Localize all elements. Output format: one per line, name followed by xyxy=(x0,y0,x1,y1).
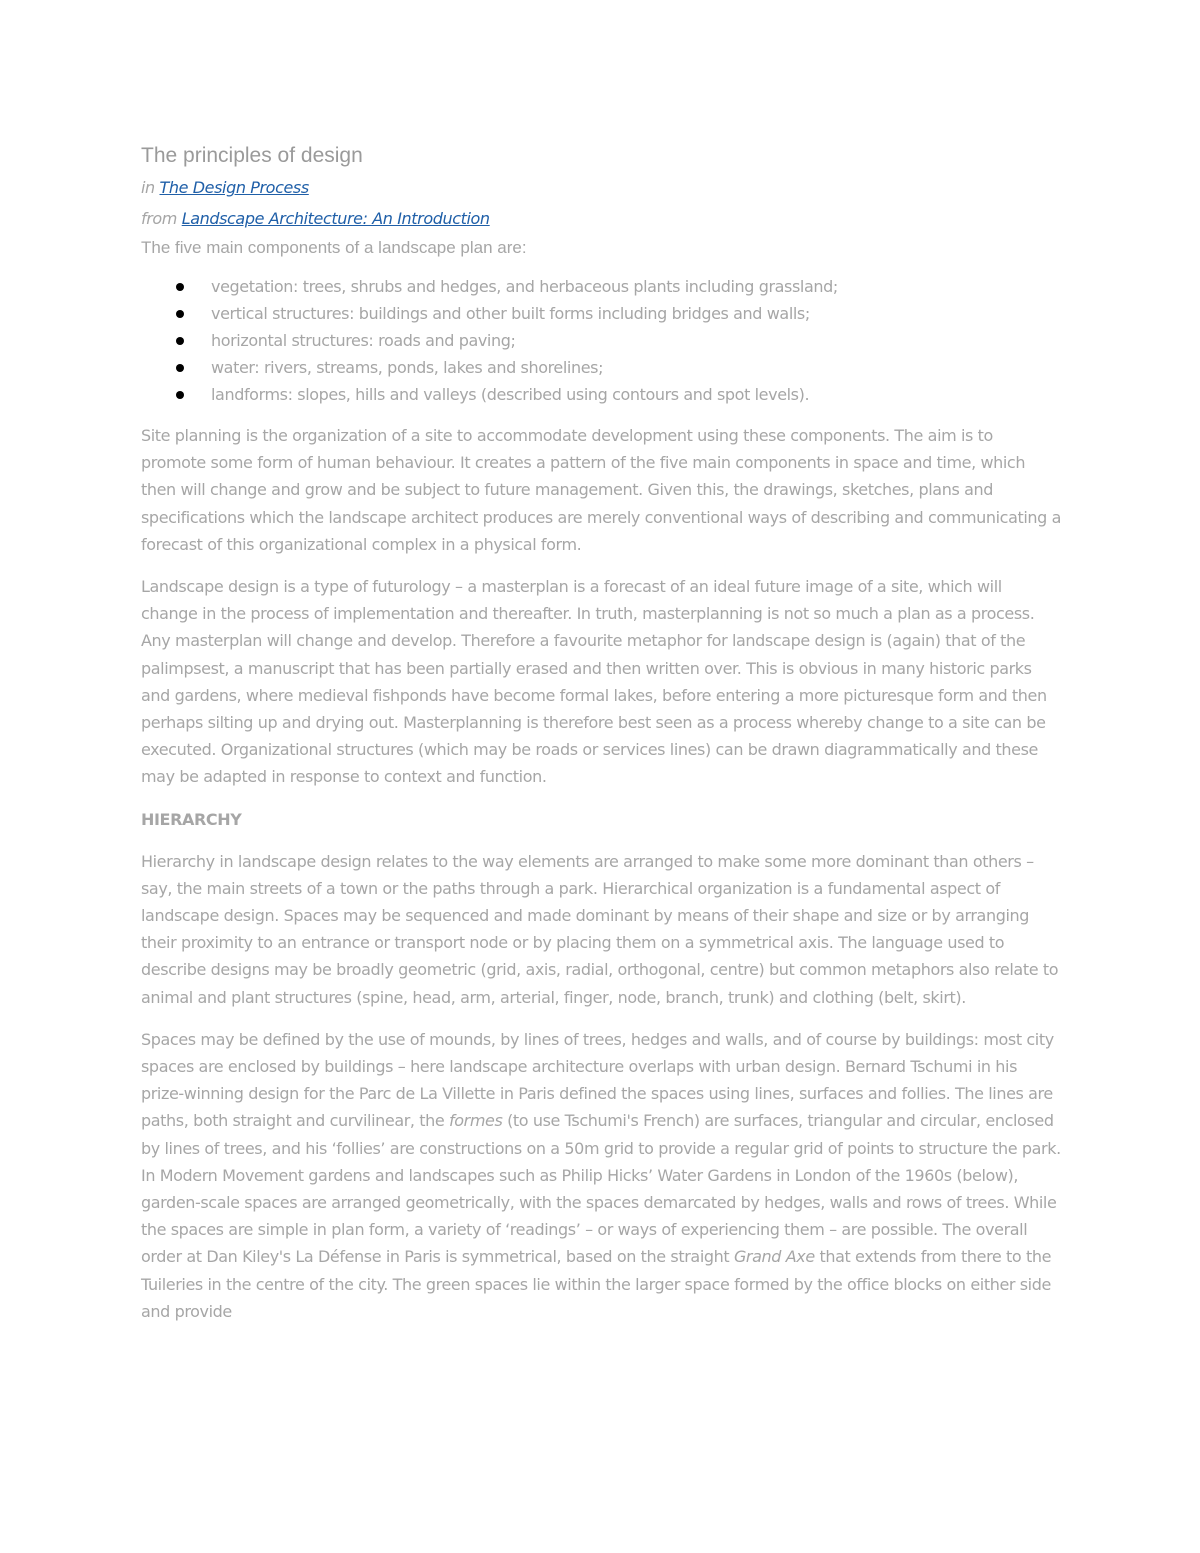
bullet-icon xyxy=(176,337,184,345)
list-item xyxy=(141,381,1061,408)
components-list xyxy=(141,273,1061,408)
in-prefix: in xyxy=(141,178,155,197)
bullet-icon xyxy=(176,391,184,399)
paragraph-spaces-text-1: Spaces may be defined by the use of mounds, by lines of trees, hedges and walls, and of course by buildings: most city spaces are enclosed by buildings – here landscape architecture overlaps with urban design. Bernard Tschumi in his prize-winning design for the Parc de La Villette in Paris defined the spaces using lines, surfaces and follies. The lines are paths, both straight and curvilinear, the xyxy=(141,1029,1054,1131)
list-item-text: landforms: slopes, hills and valleys (described using contours and spot levels). xyxy=(211,385,810,404)
paragraph-spaces-text-2: (to use Tschumi's French) are surfaces, triangular and circular, enclosed by lines of trees, and his ‘follies’ are constructions on a 50m grid to provide a regular grid of points to structure the park. In Modern Movement gardens and landscapes such as Philip Hicks’ Water Gardens in London of the 1960s (below), garden-scale spaces are arranged geometrically, with the spaces demarcated by hedges, walls and rows of trees. While the spaces are simple in plan form, a variety of ‘readings’ – or ways of experiencing them – are possible. The overall order at Dan Kiley's La Défense in Paris is symmetrical, based on the straight xyxy=(141,1111,1061,1267)
bullet-icon xyxy=(176,364,184,372)
book-line xyxy=(141,203,1061,234)
paragraph-site-planning: Site planning is the organization of a site to accommodate development using these components. The aim is to promote some form of human behaviour. It creates a pattern of the five main components in space and time, which then will change and grow and be subject to future management. Given this, the drawings, sketches, plans and specifications which the landscape architect produces are merely conventional ways of describing and communicating a forecast of this organizational complex in a physical form. xyxy=(141,426,1061,554)
chapter-link[interactable]: The Design Process xyxy=(159,178,309,197)
list-item xyxy=(141,300,1061,327)
paragraph-hierarchy: Hierarchy in landscape design relates to the way elements are arranged to make some more dominant than others – say, the main streets of a town or the paths through a park. Hierarchical organization is a fundamental aspect of landscape design. Spaces may be sequenced and made dominant by means of their shape and size or by arranging their proximity to an entrance or transport node or by placing them on a symmetrical axis. The language used to describe designs may be broadly geometric (grid, axis, radial, orthogonal, centre) but common metaphors also relate to animal and plant structures (spine, head, arm, arterial, finger, node, branch, trunk) and clothing (belt, skirt). xyxy=(141,851,1059,1007)
paragraph-futurology: Landscape design is a type of futurology – a masterplan is a forecast of an ideal future image of a site, which will change in the process of implementation and thereafter. In truth, masterplanning is not so much a plan as a process. Any masterplan will change and develop. Therefore a favourite metaphor for landscape design is (again) that of the palimpsest, a manuscript that has been partially erased and then written over. This is obvious in many historic parks and gardens, where medieval fishponds have become formal lakes, before entering a more picturesque form and then perhaps silting up and drying out. Masterplanning is therefore best seen as a process whereby change to a site can be executed. Organizational structures (which may be roads or services lines) can be drawn diagrammatically and these may be adapted in response to context and function. xyxy=(141,577,1047,787)
paragraph-spaces xyxy=(141,1026,1061,1325)
document-page xyxy=(141,140,1061,1340)
italic-grand-axe: Grand Axe xyxy=(733,1247,815,1267)
italic-formes: formes xyxy=(449,1111,503,1131)
bullet-icon xyxy=(176,310,184,318)
from-prefix: from xyxy=(141,209,177,228)
book-link[interactable]: Landscape Architecture: An Introduction xyxy=(181,209,490,228)
list-item xyxy=(141,273,1061,300)
chapter-line xyxy=(141,172,1061,203)
bullet-icon xyxy=(176,283,184,291)
list-item-text: horizontal structures: roads and paving; xyxy=(211,331,516,350)
paragraph-spaces-text-3: that extends from there to the Tuileries in the centre of the city. The green spaces lie within the larger space formed by the office blocks on either side and provide xyxy=(141,1247,1052,1321)
list-item xyxy=(141,354,1061,381)
list-item-text: vertical structures: buildings and other built forms including bridges and walls; xyxy=(211,304,810,323)
intro-text: The five main components of a landscape plan are: xyxy=(141,238,527,257)
section-heading-hierarchy: HIERARCHY xyxy=(141,809,242,829)
list-item-text: water: rivers, streams, ponds, lakes and shorelines; xyxy=(211,358,604,377)
page-title: The principles of design xyxy=(141,144,363,167)
list-item-text: vegetation: trees, shrubs and hedges, and herbaceous plants including grassland; xyxy=(211,277,838,296)
list-item xyxy=(141,327,1061,354)
